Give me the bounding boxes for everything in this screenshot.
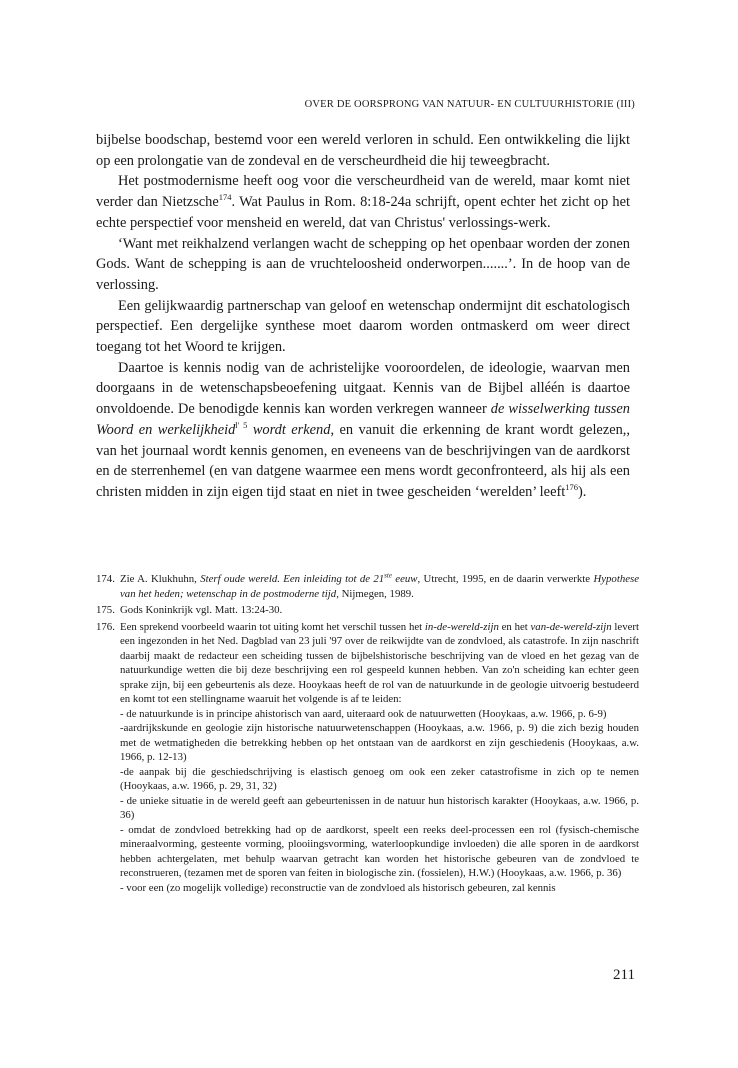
footnote-176-text-c: levert een ingezonden in het Ned. Dagblad van 23 juli '97 over de reikwijdte van de zondvloed, als catastrofe. In zijn naschrift daarbij maakt de redacteur een scheiding tussen de bijbelshistorische beschrijving van de vloed en het gezag van de natuurkundige wetten die bij deze beschrijving een rol gespeeld kunnen hebben. Van zo'n scheiding kan echter geen sprake zijn, bij een gebeurtenis als deze. Hooykaas heeft de rol van de natuurkunde in de geologie uitvoerig bestudeerd en komt tot een stellingname waaruit het volgende is af te leiden: [120,620,639,705]
paragraph-5-emphasis-2: wordt erkend [247,421,331,438]
paragraph-4: Een gelijkwaardig partnerschap van geloof en wetenschap ondermijnt dit eschatologisch perspectief. Een dergelijke synthese moet daarom worden ontmaskerd om weer direct toegang tot het Woord te krijgen. [96,297,630,356]
footnote-ref-176[interactable]: 176 [565,482,578,493]
paragraph-5 [96,358,630,503]
footnote-number: 176. [96,620,115,633]
paragraph-5-text-a: Daartoe is kennis nodig van de achristelijke vooroordelen, de ideologie, waarvan men doorgaans in de wetenschapsbeoefening uitgaat. Kennis van de Bijbel alléén is daartoe onvoldoende. De benodigde kennis kan worden verkregen wanneer [96,359,630,418]
body-text [96,130,630,503]
paragraph-3: ‘Want met reikhalzend verlangen wacht de schepping op het openbaar worden der zonen Gods. Want de schepping is aan de vruchteloosheid onderworpen.......’. In de hoop van de verlossing. [96,235,630,293]
footnote-176-text-b: en het [498,620,531,633]
footnote-text [120,572,639,601]
list-item: - voor een (zo mogelijk volledige) reconstructie van de zondvloed als historisch gebeuren, zal kennis [120,881,556,894]
footnote-ref-175[interactable]: l' 5 [235,420,248,431]
page-number: 211 [613,967,635,983]
footnote-174 [96,572,639,601]
paragraph-2-text-b: . Wat Paulus in Rom. 8:18-24a schrijft, opent echter het zicht op het echte perspectief voor mensheid en wereld, dat van Christus' verlossings-werk. [96,194,630,231]
term-van-de-wereld-zijn: van-de-wereld-zijn [530,620,612,633]
footnote-176-text-a: Een sprekend voorbeeld waarin tot uiting komt het verschil tussen het [120,620,425,633]
list-item: - omdat de zondvloed betrekking had op de aardkorst, speelt een reeks deel-processen een rol (fysisch-chemische mineraalvorming, gesteente vorming, plooiingsvorming, waterloopkundige invloeden) die alle sporen in de aardkorst hebben achtergelaten, met behulp waarvan getracht kan worden het historische gebeuren van de zondvloed te reconstrueren, (tezamen met de sporen van feiten in biologische zin. (fossielen), H.W.) (Hooykaas, a.w. 1966, p. 36) [120,823,639,879]
paragraph-2-text-a: Het postmodernisme heeft oog voor die verscheurdheid van de wereld, maar komt niet verder dan Nietzsche [96,173,630,211]
running-head: OVER DE OORSPRONG VAN NATUUR- EN CULTUURHISTORIE (III) [304,99,635,110]
paragraph-5-text-b: , en vanuit die erkenning de krant wordt gelezen,, van het journaal wordt kennis genomen, en eveneens van de beschrijvingen van de aardkorst en de sterrenhemel (en van datgene waarmee een mens wordt geconfronteerd, als hij als een christen midden in zijn eigen tijd staat en niet in twee gescheiden ‘werelden’ leeft [96,421,630,500]
footnote-number: 174. [96,573,115,585]
footnote-174-text-c: , Nijmegen, 1989. [336,587,414,600]
footnote-ref-174[interactable]: 174 [218,192,232,203]
footnote-number: 175. [96,604,115,616]
essay-title: Hypothese van het heden; wetenschap in de postmoderne tijd [120,573,640,600]
footnote-176 [96,620,639,896]
paragraph-2 [96,171,630,233]
book-title: Sterf oude wereld. Een inleiding tot de 21 [200,573,385,585]
footnote-176-intro [120,620,639,707]
list-item: - de unieke situatie in de wereld geeft aan gebeurtenissen in de natuur hun historisch karakter (Hooykaas, a.w. 1966, p. 36) [120,794,639,821]
footnote-text: Gods Koninkrijk vgl. Matt. 13:24-30. [120,604,283,616]
footnote-text [120,620,639,896]
footnote-175 [96,603,639,618]
footnotes [96,572,639,897]
footnote-174-text-b: , Utrecht, 1995, en de daarin verwerkte [417,573,594,585]
paragraph-5-emphasis-1: de wisselwerking tussen Woord en werkelijkheid [96,401,630,438]
term-in-de-wereld-zijn: in-de-wereld-zijn [424,620,499,633]
list-item: -aardrijkskunde en geologie zijn historische natuurwetenschappen (Hooykaas, a.w. 1966, p. 9) die zich bezig houden met de wetmatigheden die betrekking hebben op het ontstaan van de aardkorst en zijn geschiedenis (Hooykaas, a.w. 1966, p. 12-13) [120,722,639,763]
list-item: -de aanpak bij die geschiedschrijving is elastisch genoeg om ook een zeker catastrofisme in zich op te nemen (Hooykaas, a.w. 1966, p. 29, 31, 32) [120,765,639,792]
book-title-sup: ste [384,571,392,580]
paragraph-1: bijbelse boodschap, bestemd voor een wereld verloren in schuld. Een ontwikkeling die lijkt op een prolongatie van de zondeval en de verscheurdheid die hij teweegbracht. [96,132,630,169]
footnote-174-text-a: Zie A. Klukhuhn, [120,573,201,585]
list-item: - de natuurkunde is in principe ahistorisch van aard, uiteraard ook de natuurwetten (Hooykaas, a.w. 1966, p. 6-9) [120,707,607,720]
book-title-end: eeuw [391,573,418,585]
paragraph-5-text-c: ). [578,483,587,500]
